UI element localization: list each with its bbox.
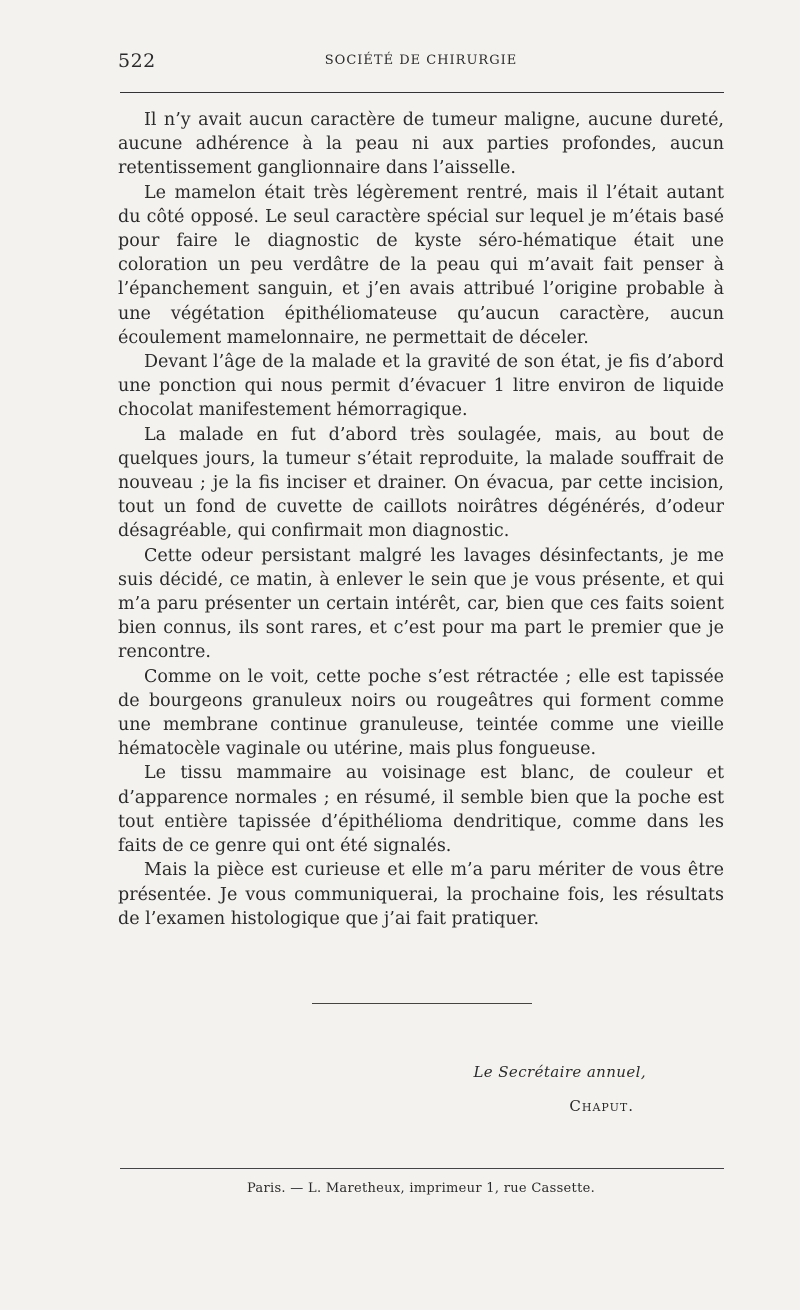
paragraph: Cette odeur persistant malgré les lavages désinfectants, je me suis décidé, ce matin, à enlever le sein que je vous présente, et qui m’a paru présenter un certain intérêt, car, bien que ces faits soient bien connus, ils sont rares, et c’est pour ma part le premier que je rencontre. xyxy=(118,545,724,663)
footer-rule xyxy=(120,1168,724,1169)
paragraph: La malade en fut d’abord très soulagée, mais, au bout de quelques jours, la tumeur s’était reproduite, la malade souffrait de nouveau ; je la fis inciser et drainer. On évacua, par cette incision, tout un fond de cuvette de caillots noirâtres dégénérés, d’odeur désagréable, qui confirmait mon diagnostic. xyxy=(118,424,724,542)
paragraph: Mais la pièce est curieuse et elle m’a paru mériter de vous être présentée. Je vous communiquerai, la prochaine fois, les résultats de l’examen histologique que j’ai fait pratiquer. xyxy=(118,860,724,929)
paragraph: Devant l’âge de la malade et la gravité de son état, je fis d’abord une ponction qui nous permit d’évacuer 1 litre environ de liquide chocolat manifestement hémorragique. xyxy=(118,352,724,421)
signature-name: Chaput. xyxy=(569,1097,634,1115)
page-number: 522 xyxy=(118,50,156,72)
header-rule xyxy=(120,92,724,93)
section-separator xyxy=(312,1003,532,1004)
printer-imprint: Paris. — L. Maretheux, imprimeur 1, rue Cassette. xyxy=(246,1181,596,1196)
paragraph: Le tissu mammaire au voisinage est blanc, de couleur et d’apparence normales ; en résumé, il semble bien que la poche est tout entière tapissée d’épithélioma dendritique, comme dans les faits de ce genre qui ont été signalés. xyxy=(118,763,724,857)
running-head: SOCIÉTÉ DE CHIRURGIE xyxy=(324,53,518,68)
page-header xyxy=(118,46,724,76)
paragraph: Comme on le voit, cette poche s’est rétractée ; elle est tapissée de bourgeons granuleux noirs ou rougeâtres qui forment comme une membrane continue granuleuse, teintée comme une vieille hématocèle vaginale ou utérine, mais plus fongueuse. xyxy=(118,666,724,760)
paragraph: Le mamelon était très légèrement rentré, mais il l’était autant du côté opposé. Le seul caractère spécial sur lequel je m’étais basé pour faire le diagnostic de kyste séro-hématique était une coloration un peu verdâtre de la peau qui m’avait fait penser à l’épanchement sanguin, et j’en avais attribué l’origine probable à une végétation épithéliomateuse qu’aucun caractère, aucun écoulement mamelonnaire, ne permettait de déceler. xyxy=(118,182,724,348)
body-text xyxy=(118,108,724,931)
paragraph: Il n’y avait aucun caractère de tumeur maligne, aucune dureté, aucune adhérence à la peau ni aux parties profondes, aucun retentissement ganglionnaire dans l’aisselle. xyxy=(118,110,724,179)
signature-title: Le Secrétaire annuel, xyxy=(473,1063,646,1081)
